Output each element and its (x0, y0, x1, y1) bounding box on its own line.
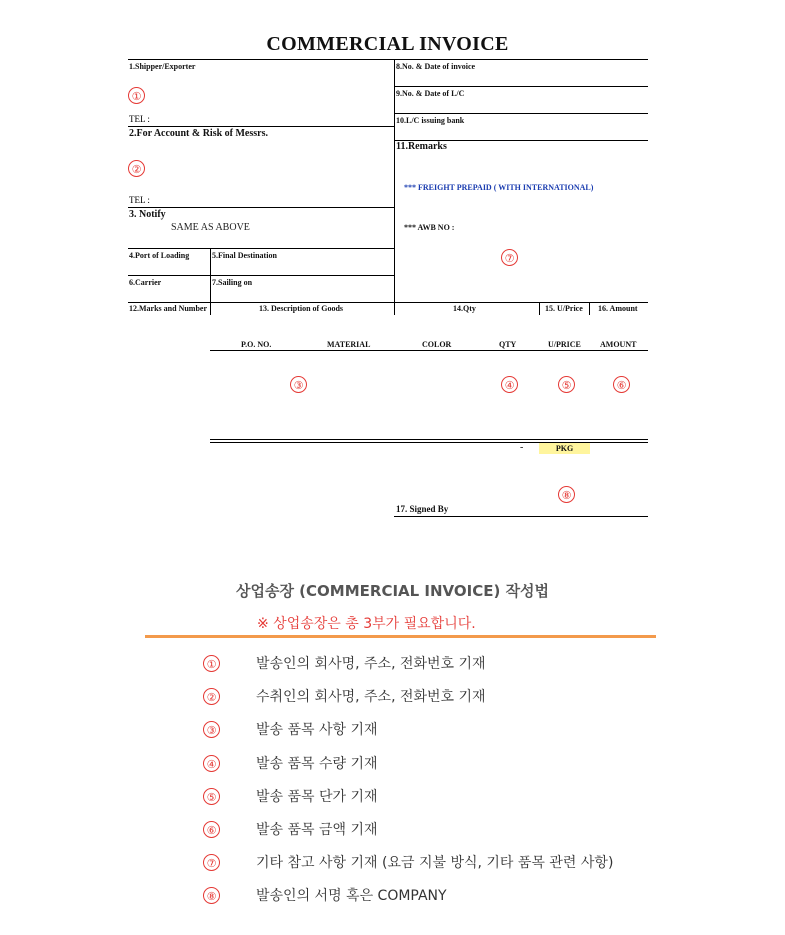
marker-3: ③ (290, 376, 307, 393)
uprice-divider (539, 302, 540, 315)
col-color: COLOR (422, 340, 452, 349)
notify-bottom-rule (128, 248, 394, 249)
lc-no-rule (394, 113, 648, 114)
marker-4: ④ (501, 376, 518, 393)
lc-bank-label: 10.L/C issuing bank (396, 116, 465, 125)
col-uprice: U/PRICE (548, 340, 581, 349)
table-total-rule-1 (210, 439, 648, 440)
col-amount: AMOUNT (600, 340, 637, 349)
form-top-rule (128, 59, 648, 60)
guide-marker: ④ (203, 755, 220, 772)
sailing-label: 7.Sailing on (212, 278, 253, 287)
guide-item-text: 발송 품목 금액 기재 (256, 822, 378, 838)
lc-no-label: 9.No. & Date of L/C (396, 89, 465, 98)
account-label: 2.For Account & Risk of Messrs. (129, 128, 268, 139)
marker-6: ⑥ (613, 376, 630, 393)
amount-divider (589, 302, 590, 315)
marks-label: 12.Marks and Number (129, 304, 208, 313)
invoice-no-rule (394, 86, 648, 87)
shipper-label: 1.Shipper/Exporter (129, 62, 196, 71)
marks-divider (210, 302, 211, 315)
guide-marker: ⑥ (203, 821, 220, 838)
notify-value: SAME AS ABOVE (171, 222, 250, 233)
guide-marker: ⑦ (203, 854, 220, 871)
guide-divider (145, 635, 656, 638)
awb-note: *** AWB NO : (404, 223, 455, 232)
port-loading-label: 4.Port of Loading (129, 251, 190, 260)
guide-marker: ⑧ (203, 887, 220, 904)
col-qty: QTY (499, 340, 517, 349)
marker-8: ⑧ (558, 486, 575, 503)
remarks-label: 11.Remarks (396, 141, 447, 152)
total-unit: PKG (539, 443, 590, 454)
marker-2: ② (128, 160, 145, 177)
carrier-bottom-rule (128, 302, 648, 303)
signed-by-rule (394, 516, 648, 517)
guide-heading: 상업송장 (COMMERCIAL INVOICE) 작성법 (236, 582, 550, 600)
guide-item-text: 발송 품목 사항 기재 (256, 722, 378, 738)
account-bottom-rule (128, 207, 394, 208)
col-po-no: P.O. NO. (241, 340, 272, 349)
guide-note: ※ 상업송장은 총 3부가 필요합니다. (257, 616, 476, 632)
guide-item-text: 발송 품목 단가 기재 (256, 789, 378, 805)
table-header-rule (210, 350, 648, 351)
uprice-label: 15. U/Price (545, 304, 583, 313)
tel-label-account: TEL : (129, 195, 150, 205)
notify-label: 3. Notify (129, 209, 166, 220)
form-center-divider (394, 59, 395, 315)
final-destination-label: 5.Final Destination (212, 251, 277, 260)
invoice-title: COMMERCIAL INVOICE (266, 33, 509, 55)
guide-item-text: 발송 품목 수량 기재 (256, 756, 378, 772)
guide-marker: ⑤ (203, 788, 220, 805)
total-dash: - (520, 442, 524, 453)
port-bottom-rule (128, 275, 394, 276)
col-material: MATERIAL (327, 340, 371, 349)
signed-by-label: 17. Signed By (396, 504, 449, 514)
guide-marker: ② (203, 688, 220, 705)
amount-label: 16. Amount (598, 304, 638, 313)
guide-item-text: 발송인의 서명 혹은 COMPANY (256, 888, 447, 904)
guide-marker: ① (203, 655, 220, 672)
carrier-label: 6.Carrier (129, 278, 162, 287)
tel-label-shipper: TEL : (129, 114, 150, 124)
freight-note: *** FREIGHT PREPAID ( WITH INTERNATIONAL) (404, 183, 594, 192)
guide-item-text: 기타 참고 사항 기재 (요금 지불 방식, 기타 품목 관련 사항) (256, 855, 614, 871)
description-label: 13. Description of Goods (259, 304, 343, 313)
marker-5: ⑤ (558, 376, 575, 393)
guide-item-text: 수취인의 회사명, 주소, 전화번호 기재 (256, 689, 486, 705)
guide-marker: ③ (203, 721, 220, 738)
guide-item-text: 발송인의 회사명, 주소, 전화번호 기재 (256, 656, 486, 672)
qty-label: 14.Qty (453, 304, 476, 313)
marker-1: ① (128, 87, 145, 104)
shipper-bottom-rule (128, 126, 394, 127)
invoice-no-label: 8.No. & Date of invoice (396, 62, 476, 71)
marker-7: ⑦ (501, 249, 518, 266)
